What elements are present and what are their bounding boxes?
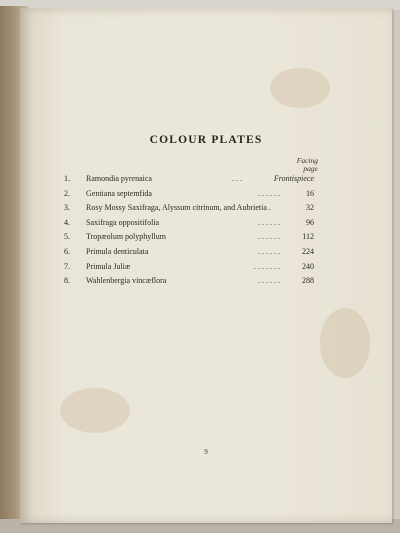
plate-page: 16 [306, 188, 314, 198]
plate-title: Tropæolum polyphyllum [86, 232, 166, 242]
page-number: 9 [204, 448, 208, 456]
plate-number: 5. [64, 232, 70, 242]
list-item [64, 189, 314, 204]
plate-number: 8. [64, 276, 70, 286]
list-item [64, 247, 314, 262]
plate-number: 1. [64, 174, 70, 183]
plate-page: Frontispiece [273, 174, 314, 183]
plate-title: Rosy Mossy Saxifraga, Alyssum citrinum, and Aubrietia . [86, 203, 271, 213]
list-item [64, 276, 314, 291]
leader-dots: . . . . . . [258, 246, 280, 256]
plate-title: Primula denticulata [86, 246, 149, 256]
leader-dots: . . . . . . [258, 232, 280, 242]
facing-label-line1: Facing [296, 156, 318, 165]
plate-page: 240 [302, 261, 314, 271]
leader-dots: . . . . . . [258, 276, 280, 286]
plates-list [64, 174, 314, 291]
facing-page-label [297, 157, 318, 173]
list-item [64, 218, 314, 233]
plate-page: 288 [302, 276, 314, 286]
paper-stain [320, 308, 370, 378]
leader-dots: . . . [232, 174, 242, 183]
plate-number: 2. [64, 188, 70, 198]
plate-title: Ramondia pyrenaica [86, 174, 152, 183]
plate-title: Saxifraga oppositifolia [86, 217, 160, 227]
page-heading: COLOUR PLATES [149, 134, 263, 146]
facing-label-line2: page [303, 164, 318, 173]
list-item [64, 232, 314, 247]
plate-number: 6. [64, 246, 70, 256]
paper-stain [270, 68, 330, 108]
plate-title: Wahlenbergia vincæflora [86, 276, 167, 286]
plate-number: 4. [64, 217, 70, 227]
plate-page: 224 [302, 246, 314, 256]
leader-dots: . . . . . . [258, 188, 280, 198]
plate-number: 7. [64, 261, 70, 271]
list-item [64, 262, 314, 277]
leader-dots: . . . . . . . [254, 261, 280, 271]
list-item [64, 203, 314, 218]
plate-title: Gentiana septemfida [86, 188, 152, 198]
book-page [20, 8, 392, 523]
plate-title: Primula Juliæ [86, 261, 131, 271]
plate-page: 32 [306, 203, 314, 213]
plate-page: 112 [302, 232, 314, 242]
plate-number: 3. [64, 203, 70, 213]
leader-dots: . . . . . . [258, 217, 280, 227]
paper-stain [60, 388, 130, 433]
list-item [64, 174, 314, 189]
plate-page: 96 [306, 217, 314, 227]
